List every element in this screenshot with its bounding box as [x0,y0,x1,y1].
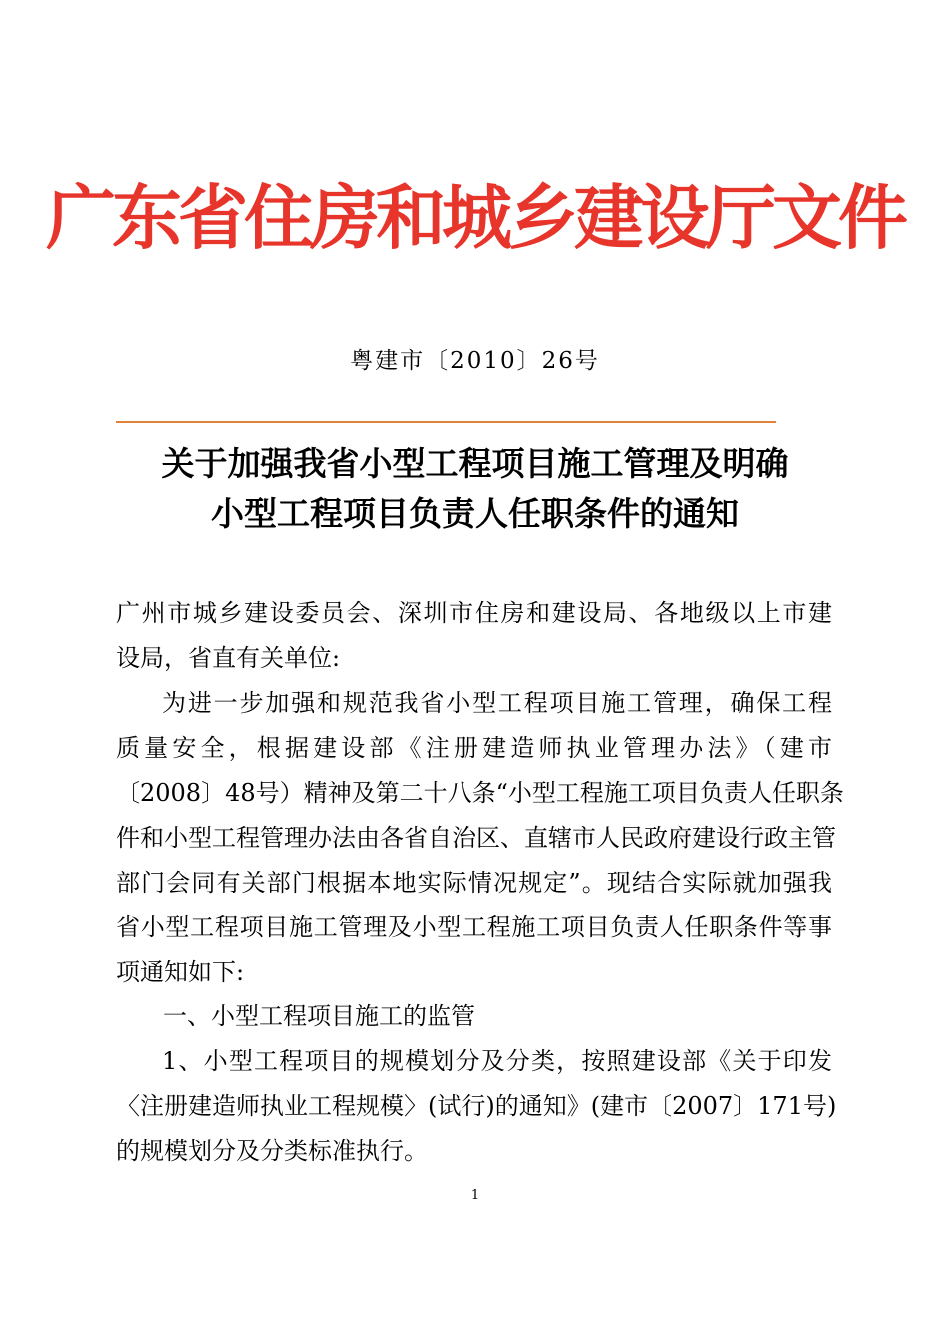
page-number: 1 [470,1188,480,1203]
intro-line-1: 为进一步加强和规范我省小型工程项目施工管理，确保工程 [162,689,832,717]
separator-rule [116,421,776,423]
item1-line-2: 〈注册建造师执业工程规模〉(试行)的通知》(建市〔2007〕171号) [116,1092,837,1120]
intro-line-2: 质量安全，根据建设部《注册建造师执业管理办法》（建市 [116,734,832,762]
intro-line-4: 件和小型工程管理办法由各省自治区、直辖市人民政府建设行政主管 [116,824,836,852]
item1-line-3: 的规模划分及分类标准执行。 [116,1137,428,1165]
notice-title-line-1: 关于加强我省小型工程项目施工管理及明确 [161,444,789,483]
addressee-line-1: 广州市城乡建设委员会、深圳市住房和建设局、各地级以上市建 [116,599,832,627]
addressee-line-2: 设局，省直有关单位: [116,644,341,672]
section-heading-1: 一、小型工程项目施工的监管 [163,1002,475,1030]
intro-line-7: 项通知如下: [116,958,245,986]
item1-line-1: 1、小型工程项目的规模划分及分类，按照建设部《关于印发 [162,1047,832,1075]
document-masthead: 广东省住房和城乡建设厅文件 [46,177,904,259]
document-number: 粤建市〔2010〕26号 [350,348,600,374]
intro-line-3: 〔2008〕48号）精神及第二十八条“小型工程施工项目负责人任职条 [116,779,844,807]
notice-title-line-2: 小型工程项目负责人任职条件的通知 [211,494,739,533]
intro-line-5: 部门会同有关部门根据本地实际情况规定”。现结合实际就加强我 [116,869,832,897]
intro-line-6: 省小型工程项目施工管理及小型工程施工项目负责人任职条件等事 [116,913,832,941]
